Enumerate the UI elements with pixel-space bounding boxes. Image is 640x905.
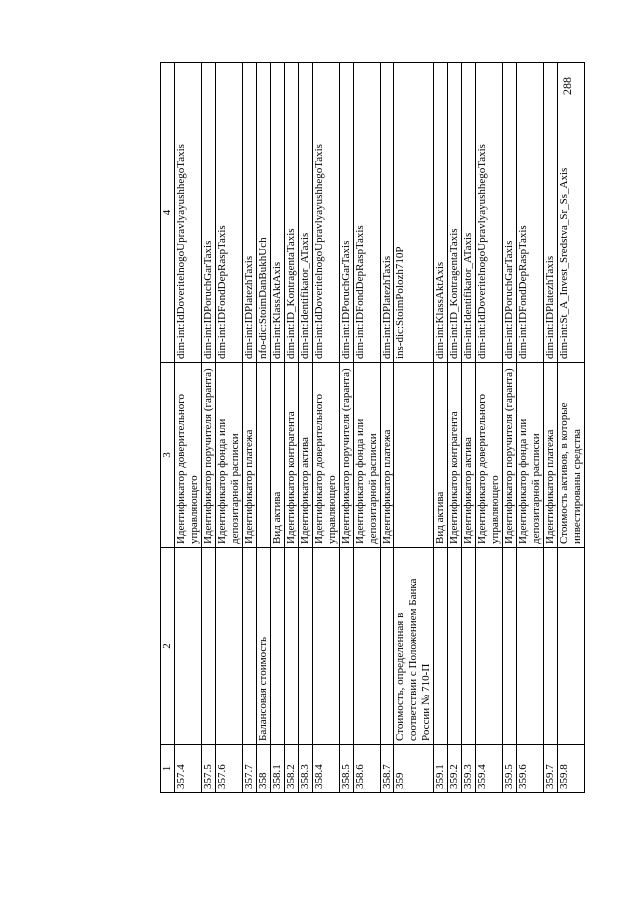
- row-number-cell: 359: [394, 744, 434, 792]
- row-number-cell: 359.1: [434, 744, 448, 792]
- dimension-name-cell: Идентификатор контрагента: [284, 362, 298, 547]
- dimension-name-cell: [256, 362, 270, 547]
- dimension-name-cell: Идентификатор актива: [462, 362, 476, 547]
- taxonomy-element-cell: dim-int:KlassAktAxis: [270, 62, 284, 362]
- indicator-name-cell: [270, 547, 284, 744]
- row-number-cell: 359.2: [448, 744, 462, 792]
- taxonomy-element-cell: dim-int:IDFondDepRaspTaxis: [517, 62, 544, 362]
- table-row: [503, 62, 517, 792]
- indicator-name-cell: [298, 547, 312, 744]
- table-row: [434, 62, 448, 792]
- dimension-name-cell: Идентификатор поручителя (гаранта): [503, 362, 517, 547]
- dimension-name-cell: Идентификатор доверительного управляющего: [312, 362, 339, 547]
- indicator-name-cell: [448, 547, 462, 744]
- indicator-name-cell: [517, 547, 544, 744]
- column-header: 4: [161, 62, 175, 362]
- row-number-cell: 359.6: [517, 744, 544, 792]
- indicator-name-cell: [312, 547, 339, 744]
- indicator-name-cell: [284, 547, 298, 744]
- taxonomy-element-cell: dim-int:IDPlatezhTaxis: [242, 62, 256, 362]
- indicator-name-cell: [380, 547, 394, 744]
- taxonomy-element-cell: dim-int:KlassAktAxis: [434, 62, 448, 362]
- dimension-name-cell: Идентификатор поручителя (гаранта): [339, 362, 353, 547]
- row-number-cell: 358.3: [298, 744, 312, 792]
- dimension-name-cell: Вид актива: [434, 362, 448, 547]
- indicator-name-cell: [544, 547, 558, 744]
- table-row: [242, 62, 256, 792]
- table-row: [448, 62, 462, 792]
- rotated-page: [50, 53, 590, 853]
- table-row: [558, 62, 585, 792]
- table-row: [353, 62, 380, 792]
- row-number-cell: 358: [256, 744, 270, 792]
- row-number-cell: 358.2: [284, 744, 298, 792]
- table-body: [161, 62, 585, 792]
- dimension-name-cell: Идентификатор доверительного управляющего: [174, 362, 201, 547]
- row-number-cell: 358.1: [270, 744, 284, 792]
- header-row: [161, 62, 175, 792]
- page-number: 288: [560, 76, 574, 95]
- dimension-name-cell: Идентификатор фонда или депозитарной расписки: [517, 362, 544, 547]
- taxonomy-element-cell: dim-int:St_A_Invest_Sredstva_Sr_Ss_Axis: [558, 62, 585, 362]
- taxonomy-element-cell: dim-int:IdDoveritelnogoUpravlyayushhegoTaxis: [476, 62, 503, 362]
- table-row: [215, 62, 242, 792]
- indicator-name-cell: [558, 547, 585, 744]
- indicator-name-cell: [339, 547, 353, 744]
- indicator-name-cell: [353, 547, 380, 744]
- table-row: [256, 62, 270, 792]
- taxonomy-element-cell: dim-int:IdDoveritelnogoUpravlyayushhegoTaxis: [174, 62, 201, 362]
- row-number-cell: 358.4: [312, 744, 339, 792]
- indicator-name-cell: [215, 547, 242, 744]
- table-row: [462, 62, 476, 792]
- table-row: [298, 62, 312, 792]
- indicator-name-cell: [462, 547, 476, 744]
- dimension-name-cell: Стоимость активов, в которые инвестированы средства: [558, 362, 585, 547]
- table-row: [339, 62, 353, 792]
- table-row: [201, 62, 215, 792]
- dimension-name-cell: Идентификатор поручителя (гаранта): [201, 362, 215, 547]
- table-row: [476, 62, 503, 792]
- taxonomy-element-cell: nfo-dic:StoimDanBukhUch: [256, 62, 270, 362]
- row-number-cell: 357.4: [174, 744, 201, 792]
- row-number-cell: 359.4: [476, 744, 503, 792]
- row-number-cell: 357.7: [242, 744, 256, 792]
- row-number-cell: 358.6: [353, 744, 380, 792]
- dimension-name-cell: Идентификатор контрагента: [448, 362, 462, 547]
- dimension-name-cell: Идентификатор платежа: [544, 362, 558, 547]
- taxonomy-element-cell: dim-int:IDPoruchGarTaxis: [339, 62, 353, 362]
- taxonomy-element-cell: dim-int:ID_KontragentaTaxis: [448, 62, 462, 362]
- table-row: [380, 62, 394, 792]
- dimension-name-cell: Идентификатор фонда или депозитарной расписки: [353, 362, 380, 547]
- indicator-name-cell: [174, 547, 201, 744]
- table-row: [312, 62, 339, 792]
- indicator-name-cell: [476, 547, 503, 744]
- indicator-name-cell: Стоимость, определенная в соответствии с Положением Банка России № 710-П: [394, 547, 434, 744]
- column-header: 1: [161, 744, 175, 792]
- taxonomy-element-cell: dim-int:Identifikator_ATaxis: [298, 62, 312, 362]
- indicator-name-cell: [503, 547, 517, 744]
- dimension-name-cell: Идентификатор фонда или депозитарной расписки: [215, 362, 242, 547]
- indicator-name-cell: Балансовая стоимость: [256, 547, 270, 744]
- table-row: [270, 62, 284, 792]
- table-row: [174, 62, 201, 792]
- row-number-cell: 357.5: [201, 744, 215, 792]
- dimension-name-cell: Идентификатор платежа: [380, 362, 394, 547]
- taxonomy-element-cell: dim-int:IDFondDepRaspTaxis: [215, 62, 242, 362]
- taxonomy-element-cell: ins-dic:StoimPolozh710P: [394, 62, 434, 362]
- indicator-name-cell: [242, 547, 256, 744]
- column-header: 2: [161, 547, 175, 744]
- table-row: [544, 62, 558, 792]
- dimension-name-cell: Идентификатор актива: [298, 362, 312, 547]
- table-row: [284, 62, 298, 792]
- taxonomy-element-cell: dim-int:ID_KontragentaTaxis: [284, 62, 298, 362]
- indicator-name-cell: [201, 547, 215, 744]
- column-header: 3: [161, 362, 175, 547]
- taxonomy-element-cell: dim-int:IdDoveritelnogoUpravlyayushhegoTaxis: [312, 62, 339, 362]
- taxonomy-element-cell: dim-int:IDPoruchGarTaxis: [201, 62, 215, 362]
- dimension-name-cell: [394, 362, 434, 547]
- taxonomy-element-cell: dim-int:IDPlatezhTaxis: [544, 62, 558, 362]
- dimension-name-cell: Идентификатор доверительного управляющего: [476, 362, 503, 547]
- row-number-cell: 359.8: [558, 744, 585, 792]
- row-number-cell: 359.3: [462, 744, 476, 792]
- table-row: [394, 62, 434, 792]
- taxonomy-element-cell: dim-int:IDFondDepRaspTaxis: [353, 62, 380, 362]
- taxonomy-element-cell: dim-int:IDPoruchGarTaxis: [503, 62, 517, 362]
- taxonomy-element-cell: dim-int:IDPlatezhTaxis: [380, 62, 394, 362]
- taxonomy-element-cell: dim-int:Identifikator_ATaxis: [462, 62, 476, 362]
- data-table: [160, 62, 585, 793]
- row-number-cell: 358.5: [339, 744, 353, 792]
- indicator-name-cell: [434, 547, 448, 744]
- row-number-cell: 358.7: [380, 744, 394, 792]
- row-number-cell: 357.6: [215, 744, 242, 792]
- row-number-cell: 359.5: [503, 744, 517, 792]
- row-number-cell: 359.7: [544, 744, 558, 792]
- dimension-name-cell: Вид актива: [270, 362, 284, 547]
- table-row: [517, 62, 544, 792]
- dimension-name-cell: Идентификатор платежа: [242, 362, 256, 547]
